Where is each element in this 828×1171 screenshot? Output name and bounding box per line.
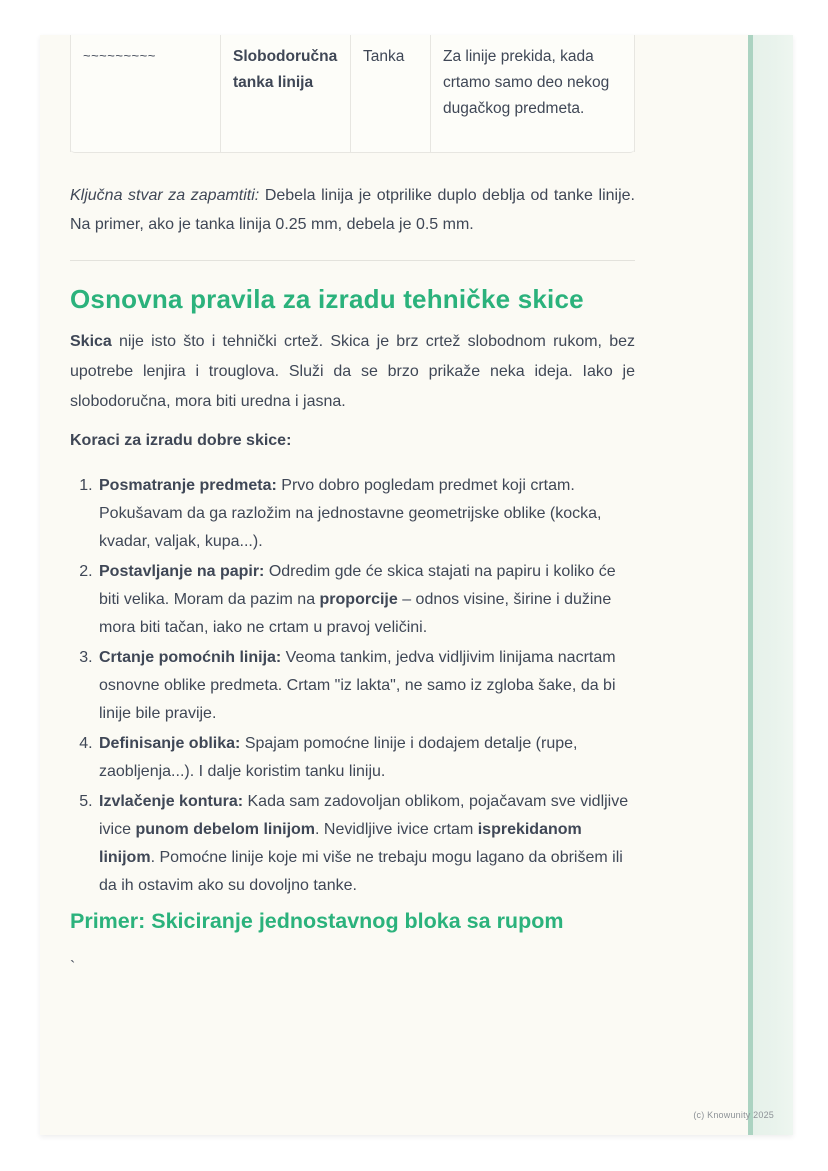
- rules-section-title: Osnovna pravila za izradu tehničke skice: [70, 284, 584, 314]
- page-edge-stripe: [748, 35, 793, 1135]
- table-cell-line-thickness: Tanka: [350, 35, 430, 152]
- bold-text-segment: isprekidanom linijom: [99, 821, 582, 866]
- copyright-footer: (c) Knowunity 2025: [693, 1110, 774, 1120]
- step-item: [97, 558, 635, 642]
- bold-text-segment: proporcije: [319, 591, 398, 608]
- page-content: [70, 35, 635, 982]
- section-divider: [70, 260, 635, 261]
- stripe-light-band: [753, 35, 793, 1135]
- text-segment: Prvo dobro pogledam predmet koji crtam. Pokušavam da ga razložim na jednostavne geometrijske oblike (kocka, kvadar, valjak, kupa...).: [99, 477, 602, 550]
- italic-text-segment: Ključna stvar za zapamtiti:: [70, 187, 260, 204]
- text-segment: – odnos visine, širine i dužine mora biti tačan, iako ne crtam u pravoj veličini.: [99, 591, 612, 636]
- step-item: [97, 472, 635, 556]
- text-segment: . Nevidljive ivice crtam: [315, 821, 478, 838]
- rules-intro-paragraph: [70, 327, 635, 417]
- table-cell-line-purpose: Za linije prekida, kada crtamo samo deo nekog dugačkog predmeta.: [430, 35, 635, 152]
- table-cell-line-name: Slobodoručna tanka linija: [220, 35, 350, 152]
- stray-backtick-text: `: [70, 959, 76, 976]
- bold-text-segment: Crtanje pomoćnih linija:: [99, 649, 282, 666]
- text-segment: nije isto što i tehnički crtež. Skica je brz crtež slobodnom rukom, bez upotrebe lenjira i trouglova. Služi da se brzo prikaže neka ideja. Iako je slobodoručna, mora biti uredna i jasna.: [70, 333, 635, 410]
- example-section-title: Primer: Skiciranje jednostavnog bloka sa rupom: [70, 909, 564, 933]
- bold-text-segment: Definisanje oblika:: [99, 735, 241, 752]
- text-segment: Odredim gde će skica stajati na papiru i koliko će biti velika. Moram da pazim na: [99, 563, 616, 608]
- document-page: [40, 35, 793, 1135]
- text-segment: . Pomoćne linije koje mi više ne trebaju mogu lagano da obrišem ili da ih ostavim ako su dovoljno tanke.: [99, 849, 623, 894]
- bold-text-segment: Izvlačenje kontura:: [99, 793, 244, 810]
- step-item: [97, 644, 635, 728]
- text-segment: Kada sam zadovoljan oblikom, pojačavam sve vidljive ivice: [99, 793, 629, 838]
- text-segment: Spajam pomoćne linije i dodajem detalje (rupe, zaobljenja...). I dalje koristim tanku liniju.: [99, 735, 578, 780]
- text-segment: Veoma tankim, jedva vidljivim linijama nacrtam osnovne oblike predmeta. Crtam "iz lakta", ne samo iz zgloba šake, da bi linije bile pravije.: [99, 649, 616, 722]
- bold-text-segment: Posmatranje predmeta:: [99, 477, 277, 494]
- line-types-table: [70, 35, 635, 153]
- bold-text-segment: punom debelom linijom: [135, 821, 316, 838]
- text-segment: Debela linija je otprilike duplo deblja od tanke linije. Na primer, ako je tanka linija 0.25 mm, debela je 0.5 mm.: [70, 187, 635, 233]
- step-item: [97, 788, 635, 900]
- table-cell-line-sample: ~~~~~~~~~: [70, 35, 220, 152]
- bold-text-segment: Skica: [70, 333, 112, 350]
- steps-list: [70, 472, 635, 900]
- bold-text-segment: Postavljanje na papir:: [99, 563, 265, 580]
- steps-heading: Koraci za izradu dobre skice:: [70, 432, 292, 449]
- step-item: [97, 730, 635, 786]
- key-note-paragraph: [70, 181, 635, 239]
